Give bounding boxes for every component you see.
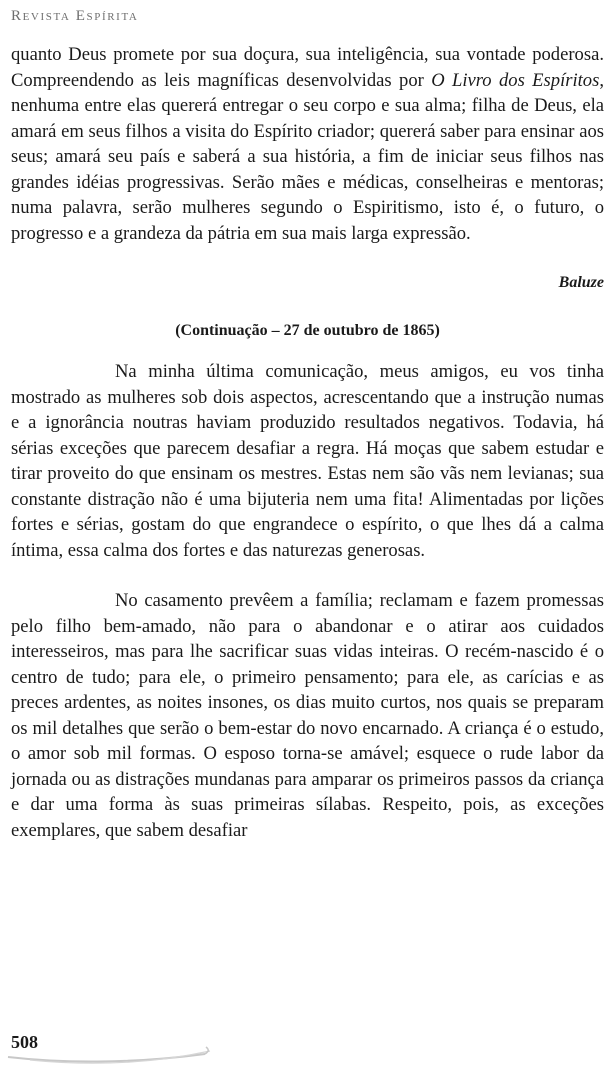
page-number: 508 <box>11 1032 38 1052</box>
page-footer <box>0 1030 615 1067</box>
paragraph-1-end: , nenhuma entre elas quererá entregar o seu corpo e sua alma; filha de Deus, ela amará em seus filhos a visita do Espírito criador; quererá saber para ensinar aos seus; amará seu país e saberá a sua história, a fim de iniciar seus filhos nas grandes idéias progressivas. Serão mães e médicas, conselheiras e mentoras; numa palavra, serão mulheres segundo o Espiritismo, isto é, o futuro, o progresso e a grandeza da pátria em sua mais larga expressão. <box>11 69 604 244</box>
section-title: (Continuação – 27 de outubro de 1865) <box>175 321 440 339</box>
paragraph-continuation <box>11 42 604 246</box>
author-signature: Baluze <box>558 274 604 291</box>
running-header: Revista Espírita <box>11 8 139 24</box>
book-title: O Livro dos Espíritos <box>431 69 600 91</box>
paragraph-1-text: quanto Deus promete por sua doçura, sua inteligência, sua vontade poderosa. Compreendendo as leis magníficas desenvolvidas por <box>11 44 604 91</box>
paragraph-3: No casamento prevêem a família; reclamam e fazem promessas pelo filho bem-amado, não para o abandonar e o atirar aos cuidados interesseiros, mas para lhe sacrificar suas vidas inteiras. O recém-nascido é o centro de tudo; para ele, o primeiro pensamento; para ele, as carícias e as preces ardentes, as noites insones, os dias muito curtos, nos quais se preparam os mil detalhes que serão o bem-estar do novo encarnado. A criança é o estudo, o amor sob mil formas. O esposo torna-se amável; esquece o rude labor da jornada ou as distrações mundanas para amparar os primeiros passos da criança e dar uma forma às suas primeiras sílabas. Respeito, pois, as exceções exemplares, que sabem desafiar <box>11 590 604 841</box>
footer-swoosh-ornament <box>0 1030 260 1067</box>
page-body <box>11 42 604 843</box>
paragraph-2: Na minha última comunicação, meus amigos, eu vos tinha mostrado as mulheres sob dois aspectos, acrescentando que a instrução numas e a ignorância noutras haviam produzido resultados negativos. Todavia, há sérias exceções que parecem desafiar a regra. Há moças que sabem estudar e tirar proveito do que ensinam os mestres. Estas nem são vãs nem levianas; sua constante distração não é uma bijuteria nem uma fita! Alimentadas por lições fortes e sérias, gostam do que engrandece o espírito, o que lhes dá a calma íntima, essa calma dos fortes e das naturezas generosas. <box>11 361 604 561</box>
